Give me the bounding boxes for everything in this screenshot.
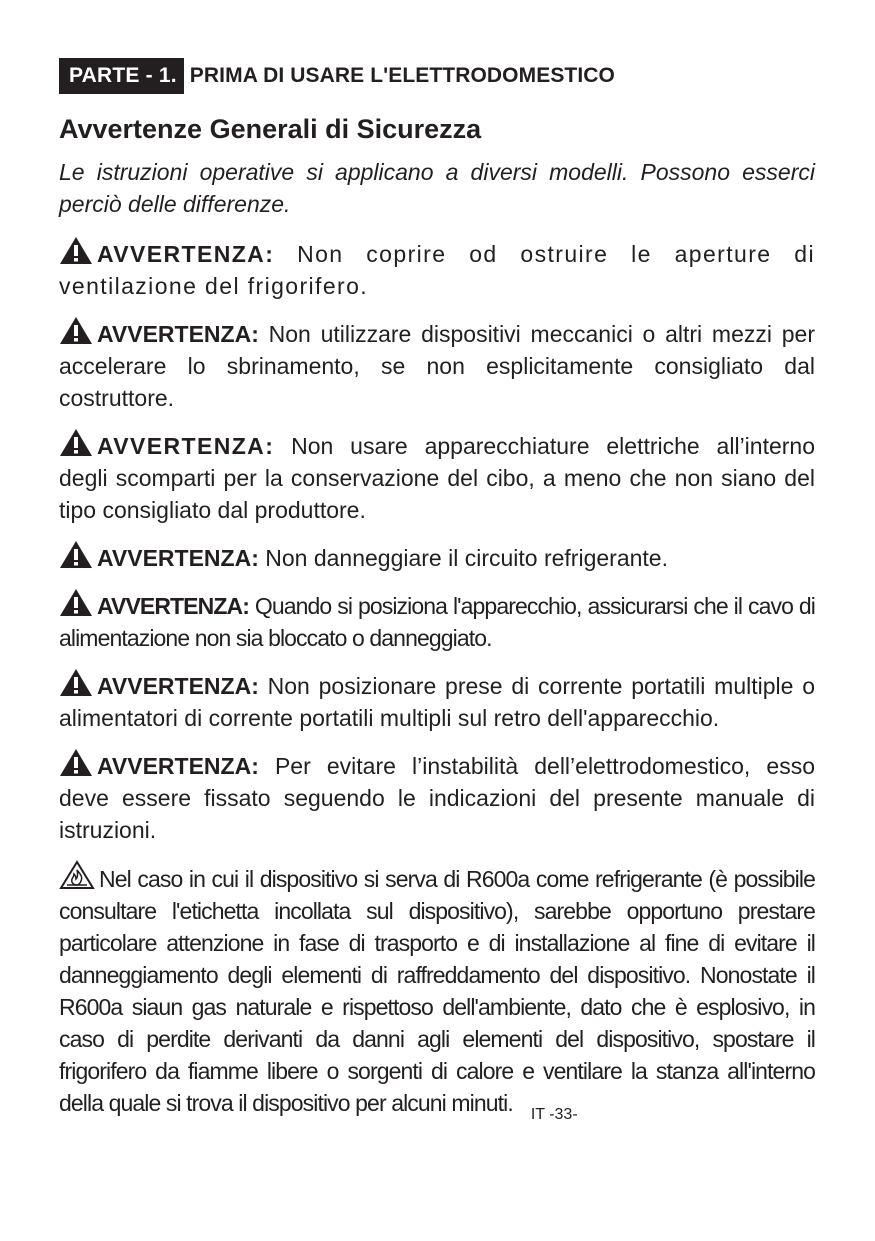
warning-text: Non usare apparecchiature elettriche all’interno degli scomparti per la conservazione del cibo, a meno che non siano del tipo consigliato dal produttore.	[59, 433, 815, 523]
warning-item	[59, 588, 815, 654]
warning-text: Non danneggiare il circuito refrigerante.	[258, 545, 668, 571]
warning-item	[59, 316, 815, 414]
warning-item	[59, 748, 815, 846]
warning-text: Per evitare l’instabilità dell’elettrodomestico, esso deve essere fissato seguendo le indicazioni del presente manuale di istruzioni.	[59, 753, 815, 843]
flammable-note	[59, 860, 815, 1131]
warning-triangle-icon	[59, 540, 93, 569]
warning-triangle-icon	[59, 236, 93, 265]
section-title: Avvertenze Generali di Sicurezza	[59, 114, 482, 144]
warning-triangle-icon	[59, 748, 93, 777]
warning-item	[59, 236, 815, 302]
warning-item	[59, 540, 815, 574]
warning-label: AVVERTENZA:	[97, 433, 275, 459]
warning-triangle-icon	[59, 316, 93, 345]
part-header	[59, 58, 815, 94]
warning-text: Non coprire od ostruire le aperture di ventilazione del frigorifero.	[59, 241, 815, 299]
warning-item	[59, 428, 815, 526]
warning-triangle-icon	[59, 668, 93, 697]
warning-triangle-icon	[59, 428, 93, 457]
page-number: IT -33-	[530, 1106, 578, 1123]
flammable-note-text: Nel caso in cui il dispositivo si serva di R600a come refrigerante (è possibile consultare l'etichetta incollata sul dispositivo), sarebbe opportuno prestare particolare attenzione in fase di trasporto e di installazione al fine di evitare il danneggiamento degli elementi di raffreddamento del dispositivo. Nonostate il R600a siaun gas naturale e rispettoso dell'ambiente, dato che è esplosivo, in caso di perdite derivanti da danni agli elementi del dispositivo, spostare il frigorifero da fiamme libere o sorgenti di calore e ventilare la stanza all'interno della quale si trova il dispositivo per alcuni minuti.	[59, 866, 815, 1116]
warning-label: AVVERTENZA:	[97, 545, 259, 571]
flammable-warning-icon	[59, 860, 95, 890]
manual-page	[59, 58, 815, 1131]
warning-label: AVVERTENZA:	[97, 673, 259, 699]
warning-triangle-icon	[59, 588, 93, 617]
warning-label: AVVERTENZA:	[97, 753, 259, 779]
warning-label: AVVERTENZA:	[97, 241, 275, 267]
part-badge: PARTE - 1.	[59, 58, 184, 94]
warning-text: Non posizionare prese di corrente portatili multiple o alimentatori di corrente portatili multipli sul retro dell'apparecchio.	[59, 673, 815, 731]
warning-label: AVVERTENZA:	[97, 593, 249, 619]
warning-text: Quando si posiziona l'apparecchio, assicurarsi che il cavo di alimentazione non sia bloccato o danneggiato.	[59, 593, 815, 651]
part-title: PRIMA DI USARE L'ELETTRODOMESTICO	[189, 64, 615, 87]
warning-item	[59, 668, 815, 734]
intro-text: Le istruzioni operative si applicano a diversi modelli. Possono esserci perciò delle differenze.	[59, 159, 815, 217]
warning-text: Non utilizzare dispositivi meccanici o altri mezzi per accelerare lo sbrinamento, se non esplicitamente consigliato dal costruttore.	[59, 321, 815, 411]
warning-label: AVVERTENZA:	[97, 321, 259, 347]
